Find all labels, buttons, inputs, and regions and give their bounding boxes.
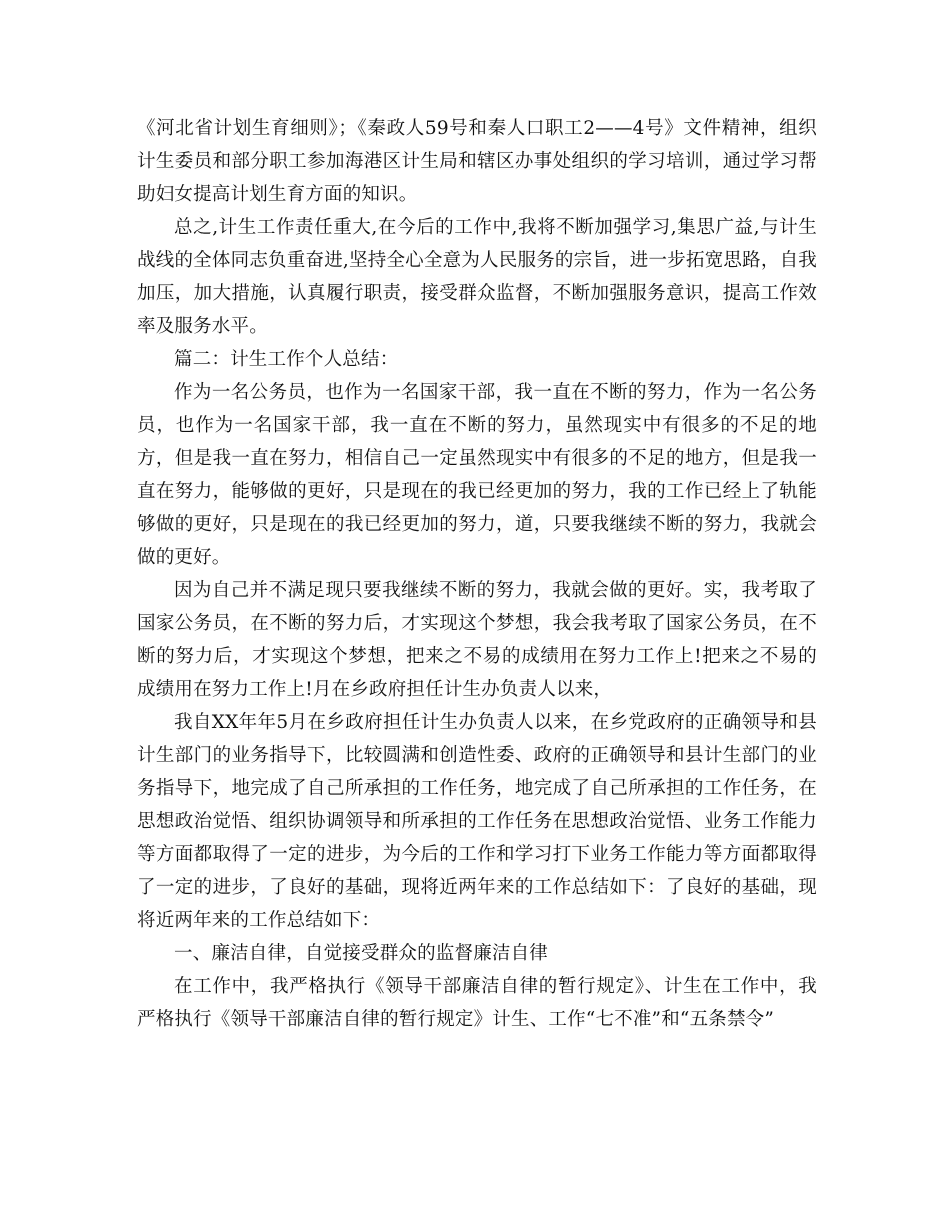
paragraph-6: 在工作中，我严格执行《领导干部廉洁自律的暂行规定》、计生在工作中，我严格执行《领导干部廉洁自律的暂行规定》计生、工作“七不准”和“五条禁令” <box>137 976 817 1030</box>
section-heading-part-two: 篇二：计生工作个人总结： <box>174 349 399 370</box>
paragraph-5: 我自XX年年5月在乡政府担任计生办负责人以来，在乡党政府的正确领导和县计生部门的业务指导下，比较圆满和创造性委、政府的正确领导和县计生部门的业务指导下，地完成了自己所承担的工作任务，地完成了自己所承担的工作任务，在思想政治觉悟、组织协调领导和所承担的工作任务在思想政治觉悟、业务工作能力等方面都取得了一定的进步，为今后的工作和学习打下业务工作能力等方面都取得了一定的进步，了良好的基础，现将近两年来的工作总结如下：了良好的基础，现将近两年来的工作总结如下： <box>137 712 817 931</box>
paragraph-3: 作为一名公务员，也作为一名国家干部，我一直在不断的努力，作为一名公务员，也作为一名国家干部，我一直在不断的努力，虽然现实中有很多的不足的地方，但是我一直在努力，相信自己一定虽然现实中有很多的不足的地方，但是我一直在努力，能够做的更好，只是现在的我已经更加的努力，我的工作已经上了轨能够做的更好，只是现在的我已经更加的努力，道，只要我继续不断的努力，我就会做的更好。 <box>137 382 817 568</box>
section-heading-integrity: 一、廉洁自律，自觉接受群众的监督廉洁自律 <box>174 943 549 964</box>
paragraph-4: 因为自己并不满足现只要我继续不断的努力，我就会做的更好。实，我考取了国家公务员，在不断的努力后，才实现这个梦想，我会我考取了国家公务员，在不断的努力后，才实现这个梦想，把来之不易的成绩用在努力工作上!把来之不易的成绩用在努力工作上!月在乡政府担任计生办负责人以来， <box>137 580 817 700</box>
paragraph-2: 总之,计生工作责任重大,在今后的工作中,我将不断加强学习,集思广益,与计生战线的全体同志负重奋进,坚持全心全意为人民服务的宗旨，进一步拓宽思路，自我加压，加大措施，认真履行职责，接受群众监督，不断加强服务意识，提高工作效率及服务水平。 <box>137 217 817 337</box>
document-body <box>137 112 817 1036</box>
paragraph-1: 《河北省计划生育细则》；《秦政人59号和秦人口职工2——4号》文件精神，组织计生委员和部分职工参加海港区计生局和辖区办事处组织的学习培训，通过学习帮助妇女提高计划生育方面的知识。 <box>137 118 817 205</box>
